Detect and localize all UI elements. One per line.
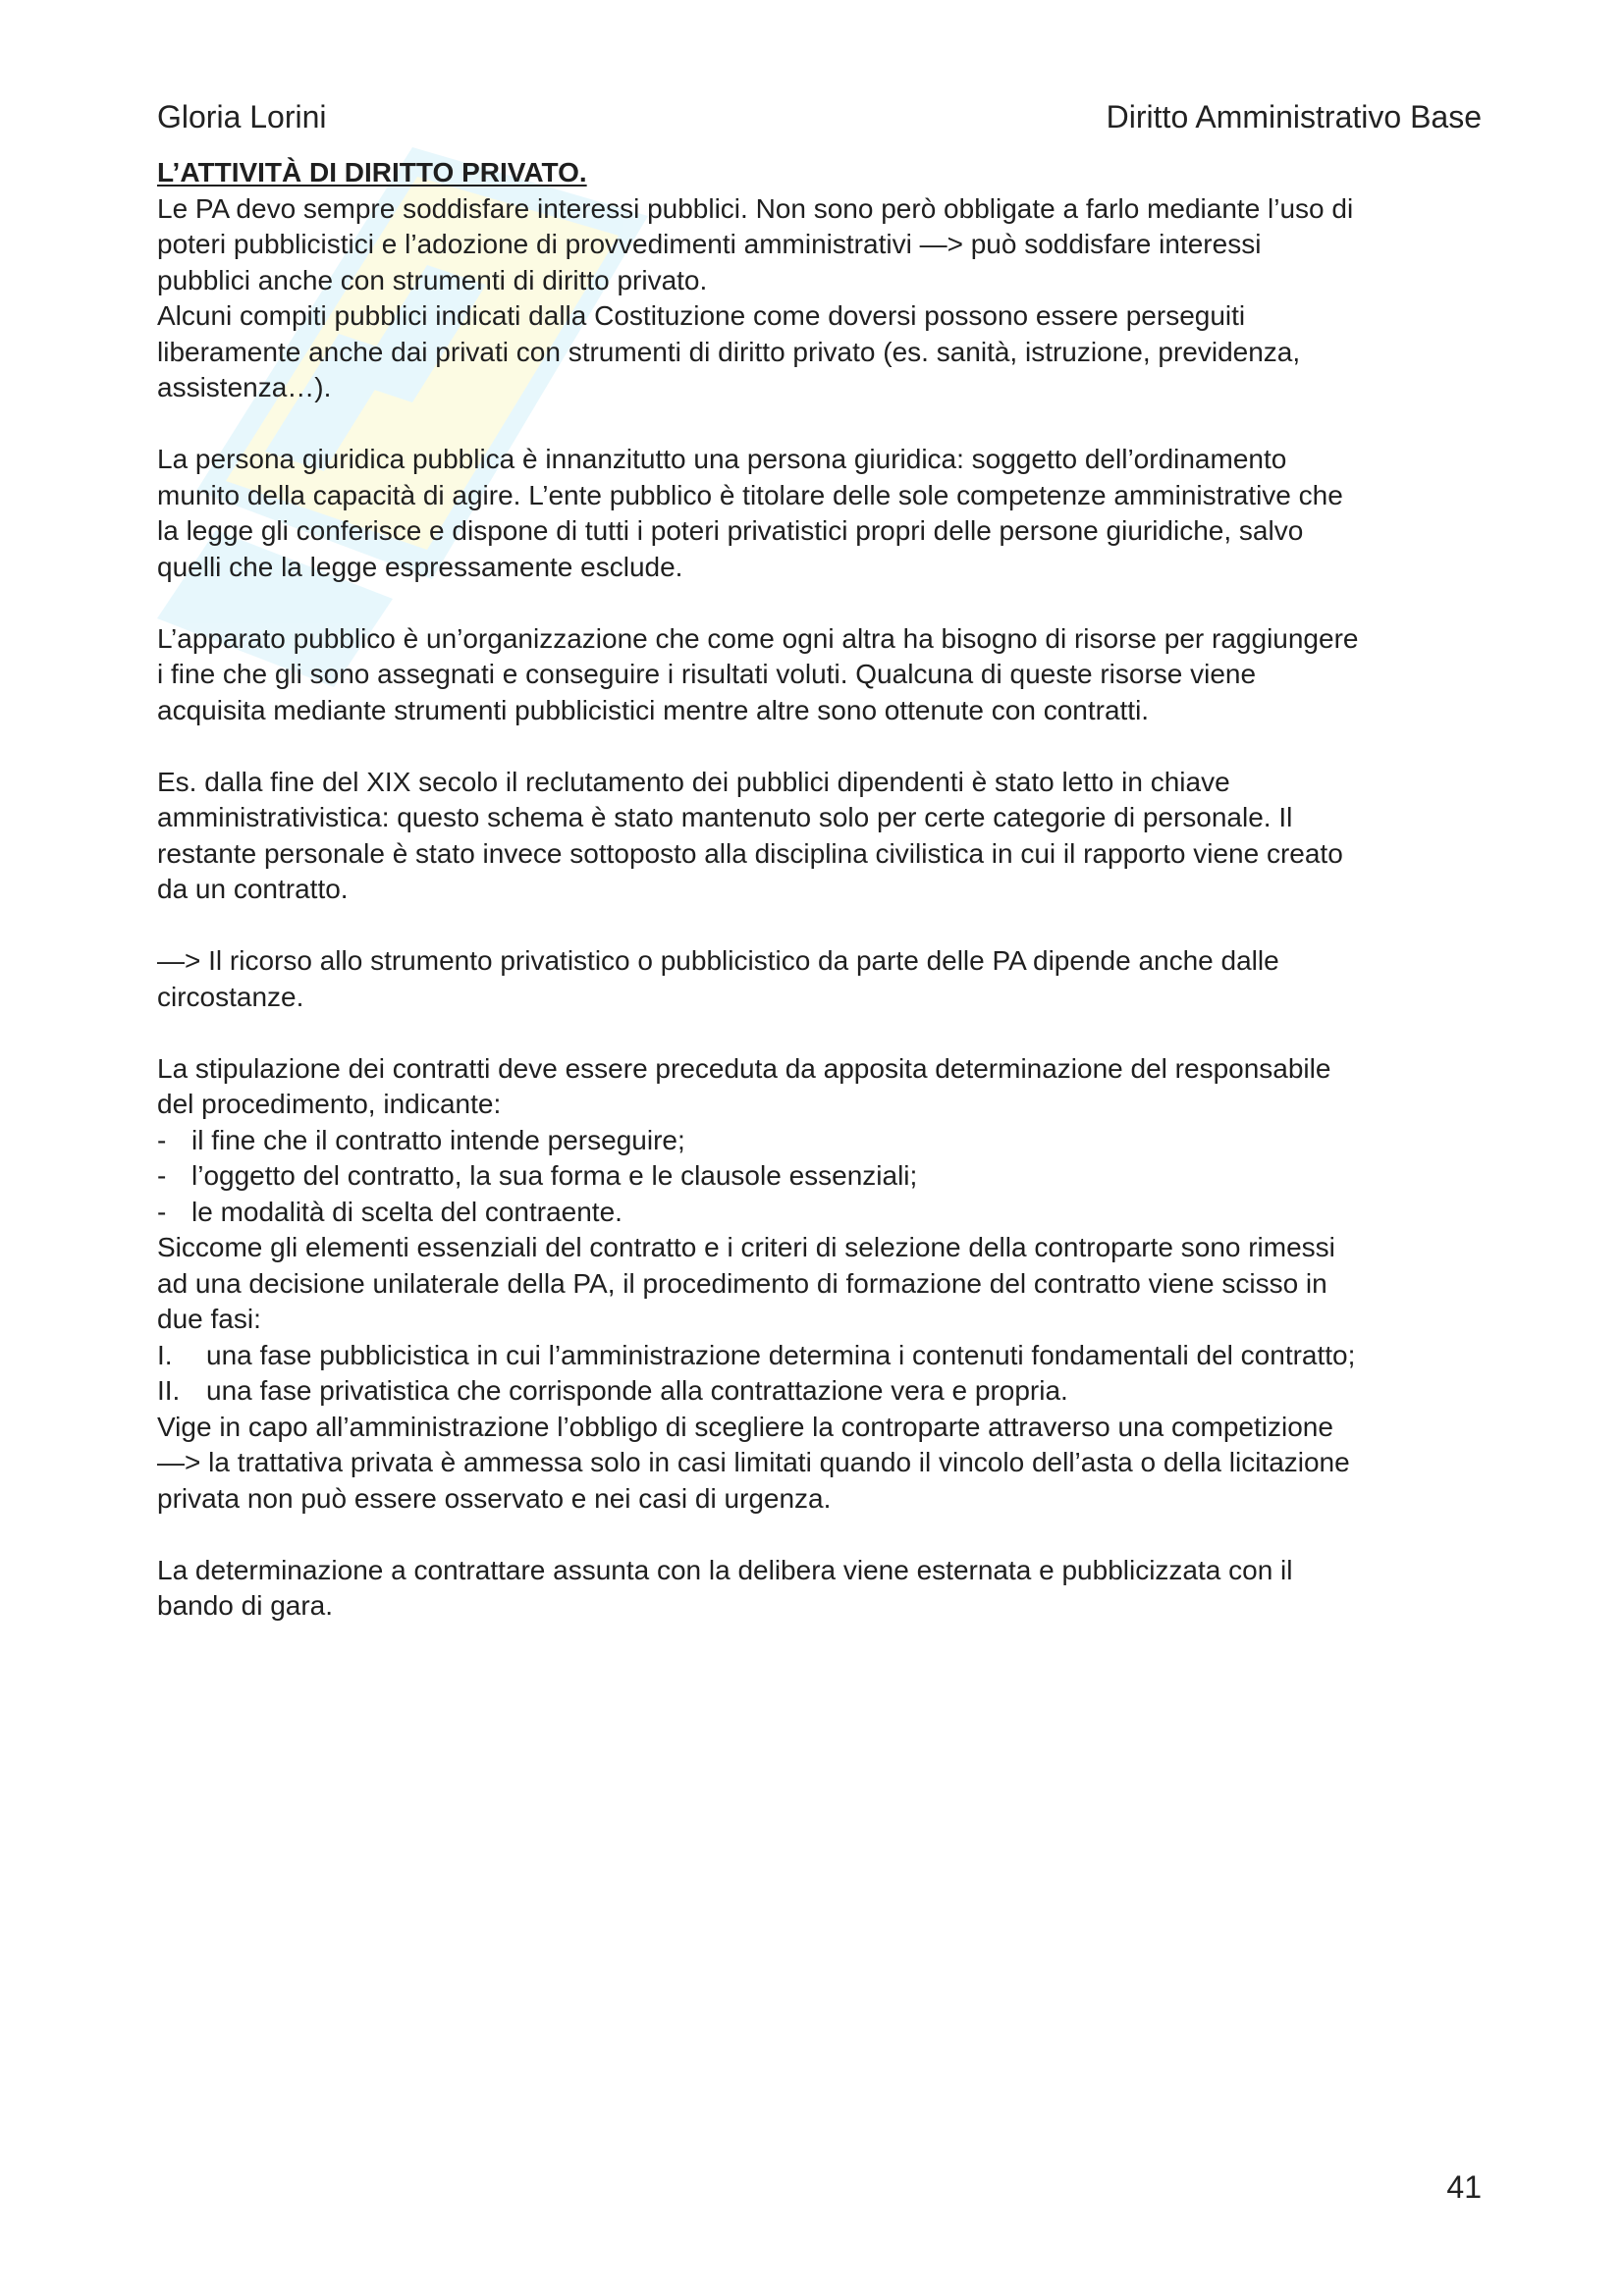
paragraph-line: La stipulazione dei contratti deve essere preceduta da apposita determinazione del responsabile	[157, 1052, 1331, 1084]
paragraph-line: assistenza…).	[157, 372, 332, 402]
paragraph-gap	[157, 585, 1492, 621]
paragraph-line: circostanze.	[157, 981, 304, 1012]
document-body	[157, 155, 1492, 1625]
paragraph-line: poteri pubblicistici e l’adozione di provvedimenti amministrativi —> può soddisfare interessi	[157, 229, 1262, 259]
paragraph-line: liberamente anche dai privati con strumenti di diritto privato (es. sanità, istruzione, previdenza,	[157, 336, 1301, 367]
paragraph-gap	[157, 1517, 1492, 1553]
paragraph-line: Vige in capo all’amministrazione l’obbligo di scegliere la controparte attraverso una competizione	[157, 1411, 1333, 1442]
paragraph-gap	[157, 908, 1492, 944]
roman-list	[157, 1338, 1492, 1410]
paragraph-line: privata non può essere osservato e nei casi di urgenza.	[157, 1482, 832, 1514]
paragraph-line: Es. dalla fine del XIX secolo il reclutamento dei pubblici dipendenti è stato letto in chiave	[157, 766, 1230, 797]
paragraph-gap	[157, 728, 1492, 765]
page-header	[157, 98, 1482, 141]
dash-bullet: -	[157, 1160, 167, 1191]
list-item	[157, 1123, 1492, 1159]
paragraph-line: munito della capacità di agire. L’ente pubblico è titolare delle sole competenze amministrative che	[157, 479, 1343, 510]
list-item-text: una fase pubblicistica in cui l’amministrazione determina i contenuti fondamentali del contratto;	[206, 1339, 1356, 1370]
roman-marker: II.	[157, 1375, 181, 1406]
list-item-text: le modalità di scelta del contraente.	[191, 1196, 623, 1227]
paragraph-line: Alcuni compiti pubblici indicati dalla Costituzione come doversi possono essere perseguiti	[157, 300, 1246, 331]
paragraph-7	[157, 1051, 1492, 1123]
paragraph-3	[157, 442, 1492, 585]
list-item	[157, 1158, 1492, 1195]
page-number: 41	[1446, 2169, 1482, 2205]
paragraph-line: bando di gara.	[157, 1590, 334, 1621]
paragraph-gap	[157, 406, 1492, 443]
paragraph-line: La persona giuridica pubblica è innanzitutto una persona giuridica: soggetto dell’ordinamento	[157, 444, 1287, 474]
paragraph-line: i fine che gli sono assegnati e conseguire i risultati voluti. Qualcuna di queste risorse viene	[157, 659, 1257, 689]
paragraph-line: amministrativistica: questo schema è stato mantenuto solo per certe categorie di personale. Il	[157, 802, 1293, 832]
paragraph-5	[157, 765, 1492, 908]
roman-marker: I.	[157, 1339, 173, 1370]
list-item	[157, 1195, 1492, 1231]
dash-bullet: -	[157, 1196, 167, 1227]
paragraph-line: Le PA devo sempre soddisfare interessi pubblici. Non sono però obbligate a farlo mediante l’uso di	[157, 192, 1354, 224]
paragraph-8	[157, 1230, 1492, 1338]
dash-bullet: -	[157, 1124, 167, 1155]
section-title: L’ATTIVITÀ DI DIRITTO PRIVATO.	[157, 157, 587, 187]
list-item-text: l’oggetto del contratto, la sua forma e le clausole essenziali;	[191, 1160, 918, 1191]
paragraph-line: quelli che la legge espressamente esclude.	[157, 551, 683, 582]
paragraph-line: restante personale è stato invece sottoposto alla disciplina civilistica in cui il rapporto viene creato	[157, 837, 1343, 869]
list-item-text: il fine che il contratto intende perseguire;	[191, 1124, 685, 1155]
header-course: Diritto Amministrativo Base	[1106, 99, 1482, 134]
paragraph-6	[157, 943, 1492, 1015]
paragraph-line: del procedimento, indicante:	[157, 1089, 502, 1119]
paragraph-10	[157, 1553, 1492, 1625]
paragraph-2	[157, 298, 1492, 406]
paragraph-line: pubblici anche con strumenti di diritto privato.	[157, 264, 708, 295]
paragraph-line: Siccome gli elementi essenziali del contratto e i criteri di selezione della controparte sono rimessi	[157, 1232, 1335, 1262]
header-author: Gloria Lorini	[157, 99, 327, 134]
paragraph-line: ad una decisione unilaterale della PA, il procedimento di formazione del contratto viene scisso in	[157, 1267, 1327, 1299]
paragraph-line: —> Il ricorso allo strumento privatistico o pubblicistico da parte delle PA dipende anche dalle	[157, 945, 1279, 976]
paragraph-line: due fasi:	[157, 1304, 261, 1334]
paragraph-line: La determinazione a contrattare assunta con la delibera viene esternata e pubblicizzata con il	[157, 1554, 1293, 1585]
paragraph-9	[157, 1410, 1492, 1518]
list-item	[157, 1338, 1492, 1374]
paragraph-line: la legge gli conferisce e dispone di tutti i poteri privatistici propri delle persone giuridiche, salvo	[157, 515, 1304, 546]
list-item	[157, 1373, 1492, 1410]
paragraph-line: acquisita mediante strumenti pubblicistici mentre altre sono ottenute con contratti.	[157, 694, 1150, 725]
dash-list	[157, 1123, 1492, 1231]
paragraph-1	[157, 191, 1492, 299]
paragraph-4	[157, 621, 1492, 729]
paragraph-line: —> la trattativa privata è ammessa solo in casi limitati quando il vincolo dell’asta o della licitazione	[157, 1447, 1350, 1477]
paragraph-line: L’apparato pubblico è un’organizzazione che come ogni altra ha bisogno di risorse per raggiungere	[157, 622, 1359, 654]
paragraph-gap	[157, 1015, 1492, 1051]
list-item-text: una fase privatistica che corrisponde alla contrattazione vera e propria.	[206, 1375, 1068, 1406]
paragraph-line: da un contratto.	[157, 874, 349, 904]
